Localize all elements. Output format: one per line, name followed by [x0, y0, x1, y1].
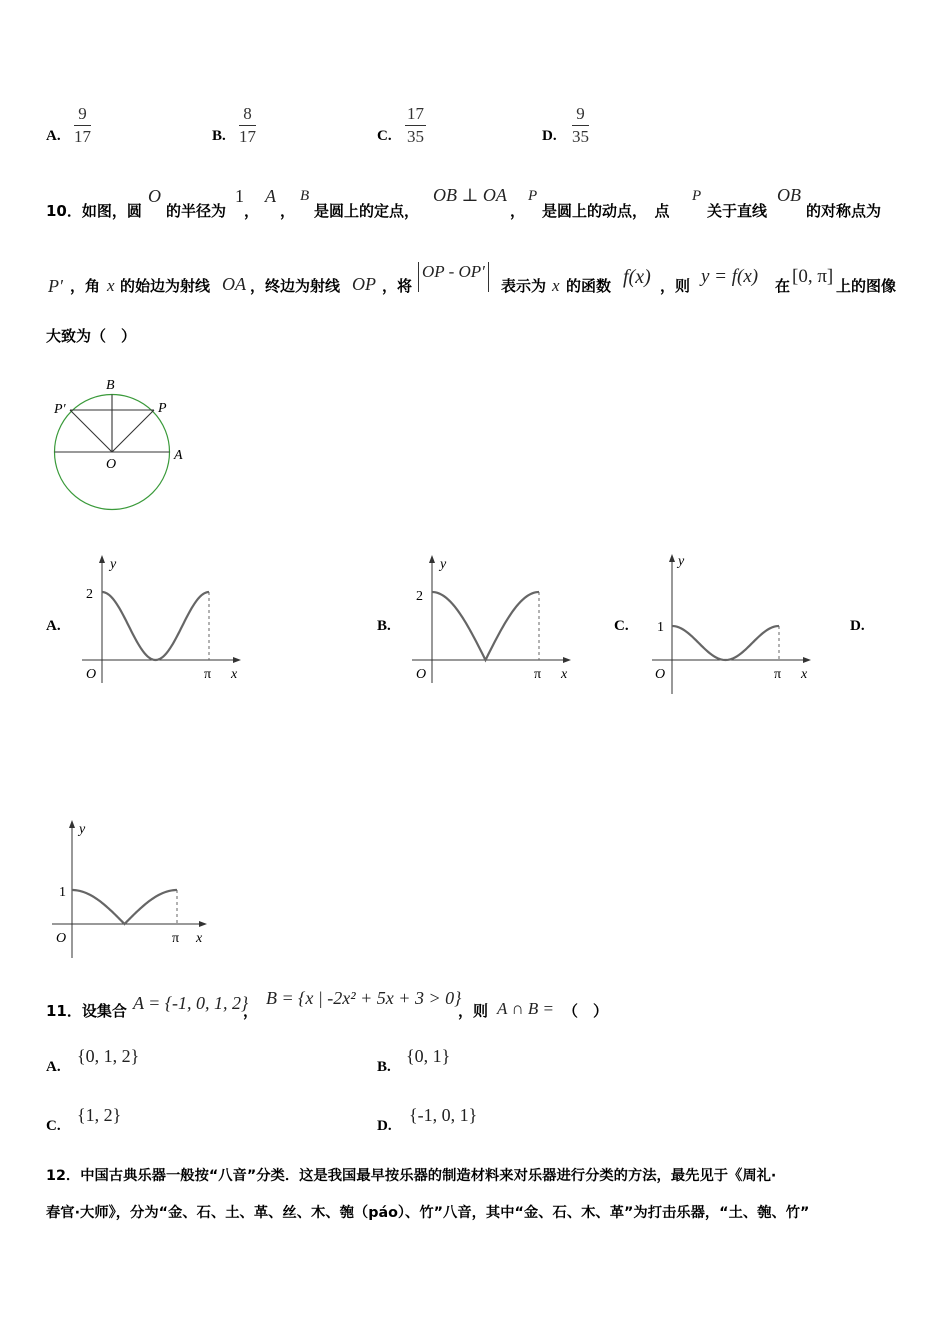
math-point-b: B — [300, 188, 310, 204]
q9-option-a-label: A. — [46, 128, 61, 144]
q10-text: ， — [510, 202, 526, 220]
label-o: O — [106, 457, 117, 472]
q10-text: 10．如图，圆 — [46, 202, 142, 220]
q11-option-d-value: {-1, 0, 1} — [409, 1105, 478, 1125]
x-axis-arrow — [233, 657, 241, 663]
math-interval: [0, π] — [792, 266, 834, 287]
q11-text: ，则 — [458, 1002, 489, 1020]
math-line-ob: OB — [777, 185, 801, 205]
q10-option-a-label: A. — [46, 618, 61, 634]
q11-option-a-value: {0, 1, 2} — [77, 1046, 140, 1066]
q10-text: ， — [244, 202, 260, 220]
numerator: 8 — [239, 104, 256, 126]
q10-graph-c — [648, 552, 818, 697]
y-axis-arrow — [429, 555, 435, 563]
q10-text: 是圆上的定点， — [314, 202, 420, 220]
q10-option-d-label: D. — [850, 618, 865, 634]
q11-text: 11．设集合 — [46, 1002, 127, 1020]
y-tick-label: 2 — [86, 587, 93, 602]
q10-text: ，终边为射线 — [250, 277, 341, 295]
pi-tick-label: π — [534, 667, 542, 682]
math-angle-x: x — [107, 276, 115, 295]
numerator: 17 — [405, 104, 426, 126]
math-radius: 1 — [235, 186, 244, 206]
math-ray-op: OP — [352, 274, 376, 294]
label-p-prime: P′ — [54, 402, 66, 417]
segment-op — [112, 410, 154, 452]
q9-option-d-label: D. — [542, 128, 557, 144]
y-axis-label: y — [678, 554, 685, 569]
label-a: A — [174, 448, 183, 463]
q10-option-c-label: C. — [614, 618, 629, 634]
x-axis-label: x — [231, 667, 238, 682]
function-curve — [72, 890, 177, 924]
origin-label: O — [416, 667, 427, 682]
q10-line-3: 大致为（ ） — [46, 327, 137, 345]
y-axis-label: y — [110, 557, 117, 572]
y-axis-label: y — [79, 822, 86, 837]
denominator: 35 — [407, 127, 424, 146]
math-point-p: P — [692, 188, 702, 204]
math-intersection: A ∩ B = — [497, 999, 554, 1018]
math-var-x: x — [552, 276, 560, 295]
math-function-f: f(x) — [623, 266, 651, 288]
q10-text: 的对称点为 — [806, 202, 882, 220]
math-y-equals-fx: y = f(x) — [701, 266, 759, 287]
q10-graph-a — [78, 552, 248, 688]
q12-line-2: 春官·大师》，分为“金、石、土、革、丝、木、匏（páo）、竹”八音，其中“金、石、木、革”为打击乐器，“土、匏、竹” — [46, 1205, 810, 1221]
y-axis-label: y — [440, 557, 447, 572]
x-axis-arrow — [199, 921, 207, 927]
y-axis-arrow — [99, 555, 105, 563]
pi-tick-label: π — [774, 667, 782, 682]
x-axis-label: x — [196, 931, 203, 946]
q10-text: 的始边为射线 — [120, 277, 211, 295]
q11-option-b-value: {0, 1} — [406, 1046, 451, 1066]
denominator: 17 — [239, 127, 256, 146]
q10-text: 的半径为 — [166, 202, 227, 220]
math-perpendicular: OB ⊥ OA — [433, 185, 507, 205]
math-point-p-prime: P′ — [48, 276, 63, 296]
math-set-b: B = {x | -2x² + 5x + 3 > 0} — [266, 988, 462, 1008]
x-axis-label: x — [561, 667, 568, 682]
q12-line-1: 12．中国古典乐器一般按“八音”分类．这是我国最早按乐器的制造材料来对乐器进行分类的方法，最先见于《周礼· — [46, 1168, 777, 1184]
q10-text: 的函数 — [566, 277, 612, 295]
q11-option-b-label: B. — [377, 1059, 391, 1075]
label-b: B — [106, 378, 115, 393]
y-tick-label: 1 — [657, 620, 664, 635]
q11-option-a-label: A. — [46, 1059, 61, 1075]
math-set-a: A = {-1, 0, 1, 2} — [133, 993, 249, 1013]
q9-option-b-fraction — [239, 104, 256, 147]
math-abs-op-minus-opprime: OP - OP′ — [418, 262, 489, 292]
origin-label: O — [655, 667, 666, 682]
origin-label: O — [86, 667, 97, 682]
x-axis-arrow — [803, 657, 811, 663]
function-curve — [672, 626, 779, 660]
q10-text: ， — [280, 202, 296, 220]
math-point-p: P — [528, 188, 538, 204]
pi-tick-label: π — [172, 931, 180, 946]
function-curve — [102, 592, 209, 660]
q11-text: ， — [243, 1002, 259, 1020]
segment-o-pprime — [70, 410, 112, 452]
label-p: P — [158, 401, 167, 416]
q11-option-c-value: {1, 2} — [77, 1105, 122, 1125]
q10-text: ，角 — [70, 277, 101, 295]
q10-text: ，将 — [382, 277, 413, 295]
math-ray-oa: OA — [222, 274, 246, 294]
q9-option-c-label: C. — [377, 128, 392, 144]
q9-option-c-fraction — [405, 104, 426, 147]
denominator: 35 — [572, 127, 589, 146]
math-circle-o: O — [148, 186, 161, 206]
q10-graph-d — [48, 816, 218, 961]
q11-text: （ ） — [563, 1002, 609, 1020]
math-point-a: A — [265, 186, 276, 206]
q10-text: ，则 — [660, 277, 691, 295]
q10-circle-figure — [44, 372, 204, 517]
pi-tick-label: π — [204, 667, 212, 682]
y-axis-arrow — [69, 820, 75, 828]
q10-text: 上的图像 — [836, 277, 897, 295]
q11-option-c-label: C. — [46, 1118, 61, 1134]
y-axis-arrow — [669, 554, 675, 562]
q10-text: 表示为 — [501, 277, 547, 295]
y-tick-label: 2 — [416, 589, 423, 604]
numerator: 9 — [572, 104, 589, 126]
q9-option-b-label: B. — [212, 128, 226, 144]
q9-option-d-fraction — [572, 104, 589, 147]
q10-text: 是圆上的动点， 点 — [542, 202, 670, 220]
numerator: 9 — [74, 104, 91, 126]
q10-graph-b — [408, 552, 578, 688]
denominator: 17 — [74, 127, 91, 146]
q10-text: 关于直线 — [707, 202, 768, 220]
x-axis-arrow — [563, 657, 571, 663]
q9-option-a-fraction — [74, 104, 91, 147]
q11-option-d-label: D. — [377, 1118, 392, 1134]
x-axis-label: x — [801, 667, 808, 682]
function-curve — [432, 592, 539, 660]
q10-option-b-label: B. — [377, 618, 391, 634]
y-tick-label: 1 — [59, 885, 66, 900]
origin-label: O — [56, 931, 67, 946]
q10-text: 在 — [775, 277, 791, 295]
